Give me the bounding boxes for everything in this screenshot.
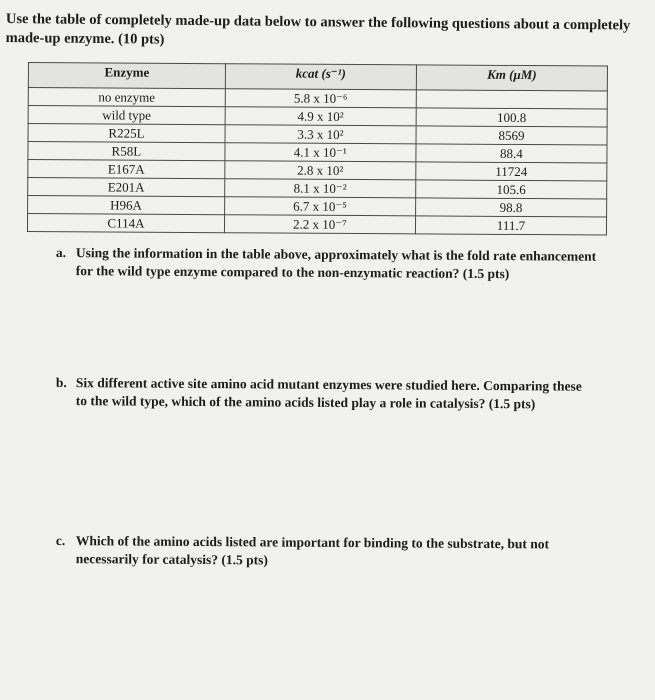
- cell-km: 8569: [416, 126, 607, 145]
- question-b-text-line-1: Six different active site amino acid mutant enzymes were studied here. Comparing these: [75, 375, 582, 394]
- cell-enzyme: E167A: [28, 160, 225, 179]
- cell-enzyme: wild type: [28, 106, 225, 125]
- question-a-text-line-1: Using the information in the table above, approximately what is the fold rate enhancement: [75, 245, 597, 264]
- cell-kcat: 8.1 x 10⁻²: [225, 179, 416, 198]
- header-km: Km (μM): [416, 65, 607, 91]
- cell-enzyme: H96A: [28, 196, 225, 215]
- header-enzyme: Enzyme: [28, 63, 225, 89]
- cell-kcat: 4.1 x 10⁻¹: [225, 143, 416, 162]
- enzyme-data-table: [27, 62, 608, 236]
- question-c-text-line-2: necessarily for catalysis? (1.5 pts): [75, 551, 268, 568]
- cell-kcat: 2.2 x 10⁻⁷: [224, 215, 415, 234]
- cell-enzyme: no enzyme: [28, 88, 225, 107]
- question-a: [56, 244, 616, 284]
- cell-km: [416, 90, 607, 109]
- table-header-row: [28, 63, 607, 92]
- instructions-line-1: Use the table of completely made-up data below to answer the following questions about a completely: [5, 10, 631, 34]
- cell-km: 11724: [416, 162, 607, 181]
- header-kcat: kcat (s⁻¹): [225, 64, 416, 90]
- cell-km: 100.8: [416, 108, 607, 127]
- cell-kcat: 5.8 x 10⁻⁶: [225, 89, 416, 108]
- question-a-label: a.: [55, 244, 67, 261]
- cell-enzyme: R225L: [28, 124, 225, 143]
- cell-km: 88.4: [416, 144, 607, 163]
- cell-km: 98.8: [415, 198, 606, 217]
- cell-enzyme: C114A: [27, 214, 224, 233]
- cell-km: 105.6: [416, 180, 607, 199]
- cell-kcat: 4.9 x 10²: [225, 107, 416, 126]
- question-a-text-line-2: for the wild type enzyme compared to the non-enzymatic reaction? (1.5 pts): [75, 263, 510, 282]
- cell-enzyme: R58L: [28, 142, 225, 161]
- cell-kcat: 3.3 x 10²: [225, 125, 416, 144]
- question-b-text-line-2: to the wild type, which of the amino acids listed play a role in catalysis? (1.5 pts): [75, 393, 536, 412]
- question-c-text-line-1: Which of the amino acids listed are important for binding to the substrate, but not: [75, 533, 550, 552]
- instructions-line-2: made-up enzyme. (10 pts): [5, 29, 165, 48]
- question-b-label: b.: [55, 374, 67, 391]
- question-b: [56, 374, 616, 414]
- cell-enzyme: E201A: [28, 178, 225, 197]
- instructions: [6, 10, 646, 55]
- cell-kcat: 6.7 x 10⁻⁵: [224, 197, 415, 216]
- cell-km: 111.7: [415, 216, 606, 235]
- cell-kcat: 2.8 x 10²: [225, 161, 416, 180]
- table-row: [27, 214, 606, 236]
- question-c: [56, 532, 616, 572]
- question-c-label: c.: [55, 533, 66, 549]
